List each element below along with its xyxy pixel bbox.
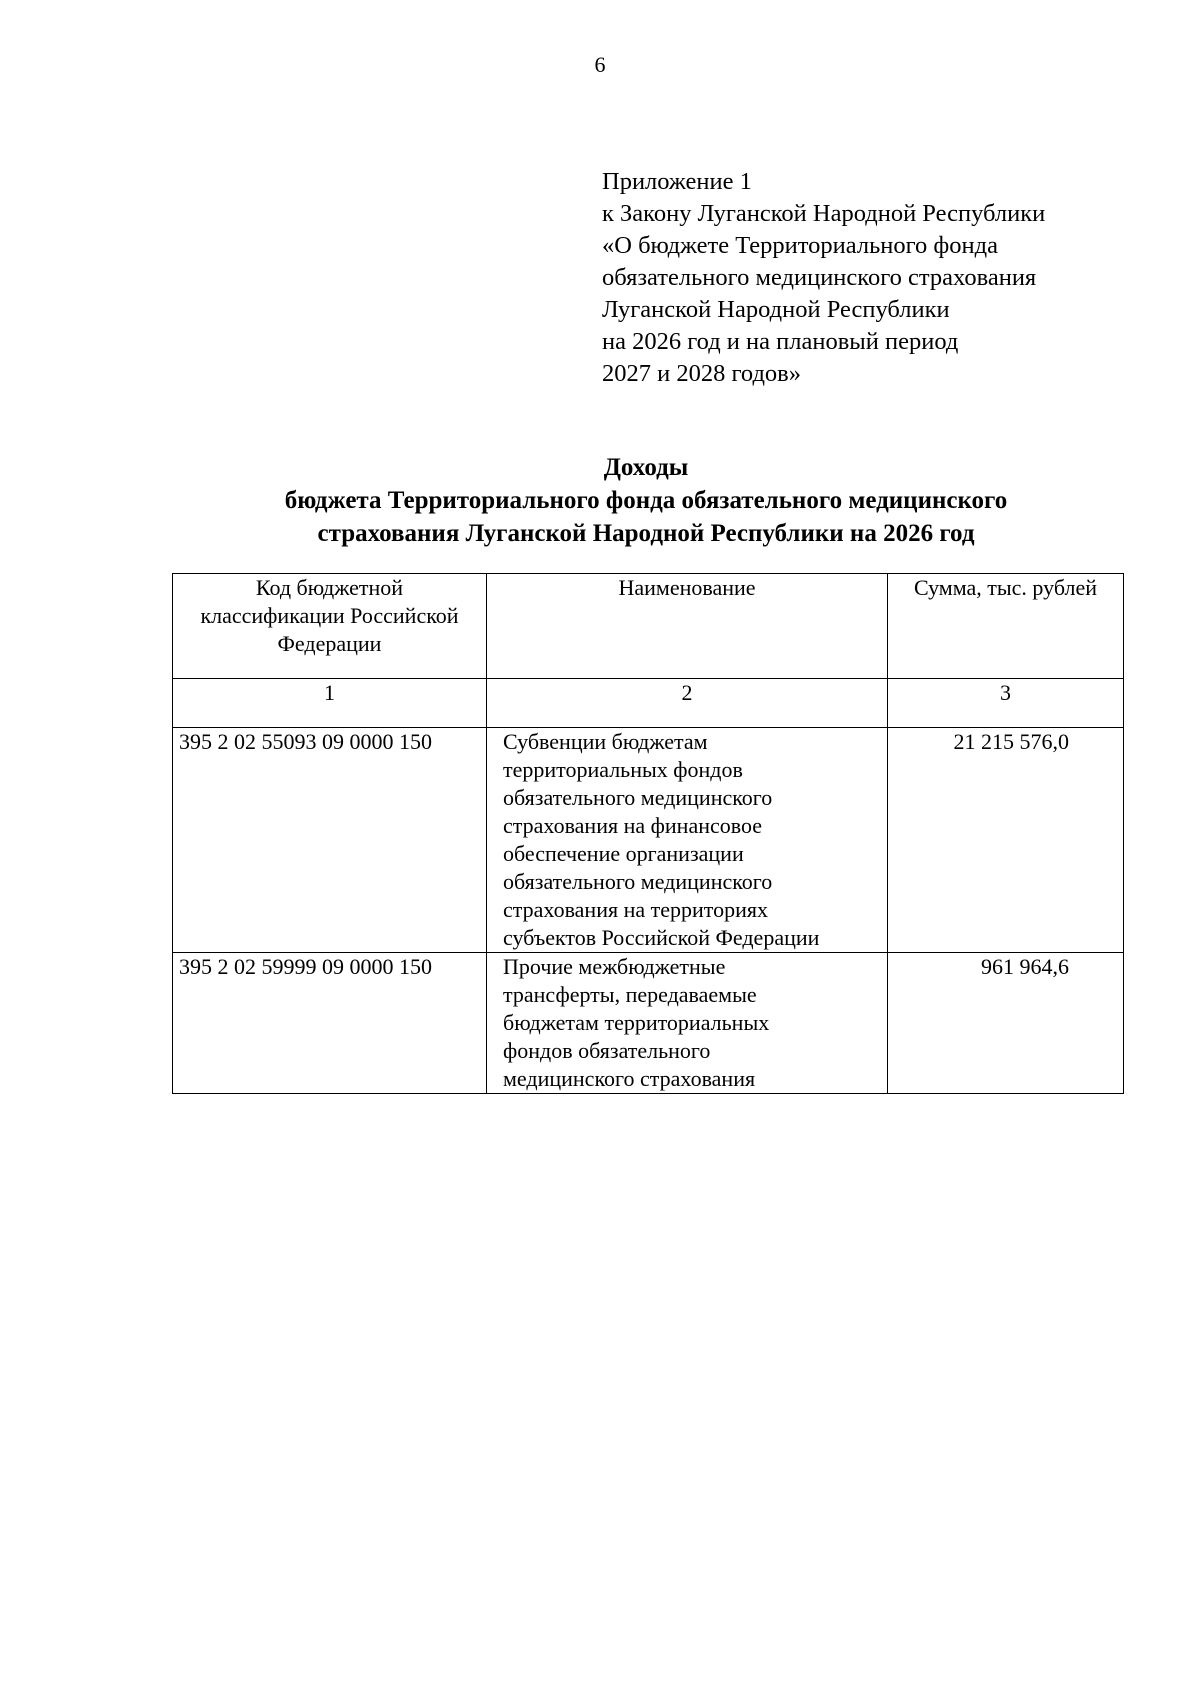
name-cell [487, 728, 888, 953]
name-line: трансферты, передаваемые [503, 982, 757, 1007]
title-line: Доходы [603, 454, 689, 481]
appendix-line: к Закону Луганской Народной Республики [602, 200, 1046, 227]
name-line: субъектов Российской Федерации [503, 925, 820, 950]
header-sum: Сумма, тыс. рублей [888, 574, 1124, 679]
name-line: Прочие межбюджетные [503, 954, 726, 979]
appendix-line: на 2026 год и на плановый период [602, 328, 959, 355]
name-line: Субвенции бюджетам [503, 729, 708, 754]
header-name: Наименование [487, 574, 888, 679]
page-number: 6 [594, 52, 606, 77]
appendix-line: обязательного медицинского страхования [602, 264, 1037, 291]
appendix-line: Луганской Народной Республики [602, 296, 950, 323]
table-header-row [173, 574, 1124, 679]
table-row [173, 728, 1124, 953]
title-line: бюджета Территориального фонда обязательного медицинского [284, 487, 1008, 514]
name-line: обеспечение организации [503, 841, 744, 866]
name-line: обязательного медицинского [503, 869, 773, 894]
name-line: фондов обязательного [503, 1038, 711, 1063]
table-row [173, 953, 1124, 1094]
name-line: территориальных фондов [503, 757, 743, 782]
header-code-line: Код бюджетной [255, 575, 404, 600]
appendix-line: «О бюджете Территориального фонда [602, 232, 998, 259]
code-cell: 395 2 02 55093 09 0000 150 [173, 728, 487, 953]
appendix-line: Приложение 1 [602, 168, 752, 195]
name-cell [487, 953, 888, 1094]
document-title [140, 451, 1152, 550]
sum-cell: 961 964,6 [888, 953, 1124, 1094]
name-line: страхования на территориях [503, 897, 769, 922]
title-line: страхования Луганской Народной Республики на 2026 год [317, 520, 975, 547]
name-line: бюджетам территориальных [503, 1010, 770, 1035]
income-table [172, 573, 1124, 1094]
appendix-line: 2027 и 2028 годов» [602, 360, 802, 387]
appendix-header [602, 166, 1122, 390]
name-line: обязательного медицинского [503, 785, 773, 810]
code-cell: 395 2 02 59999 09 0000 150 [173, 953, 487, 1094]
name-line: медицинского страхования [503, 1066, 756, 1091]
header-code-line: классификации Российской [200, 603, 459, 628]
column-number-row [173, 679, 1124, 728]
sum-cell: 21 215 576,0 [888, 728, 1124, 953]
header-code [173, 574, 487, 679]
column-number: 2 [487, 679, 888, 728]
column-number: 3 [888, 679, 1124, 728]
column-number: 1 [173, 679, 487, 728]
header-code-line: Федерации [277, 631, 382, 656]
name-line: страхования на финансовое [503, 813, 763, 838]
